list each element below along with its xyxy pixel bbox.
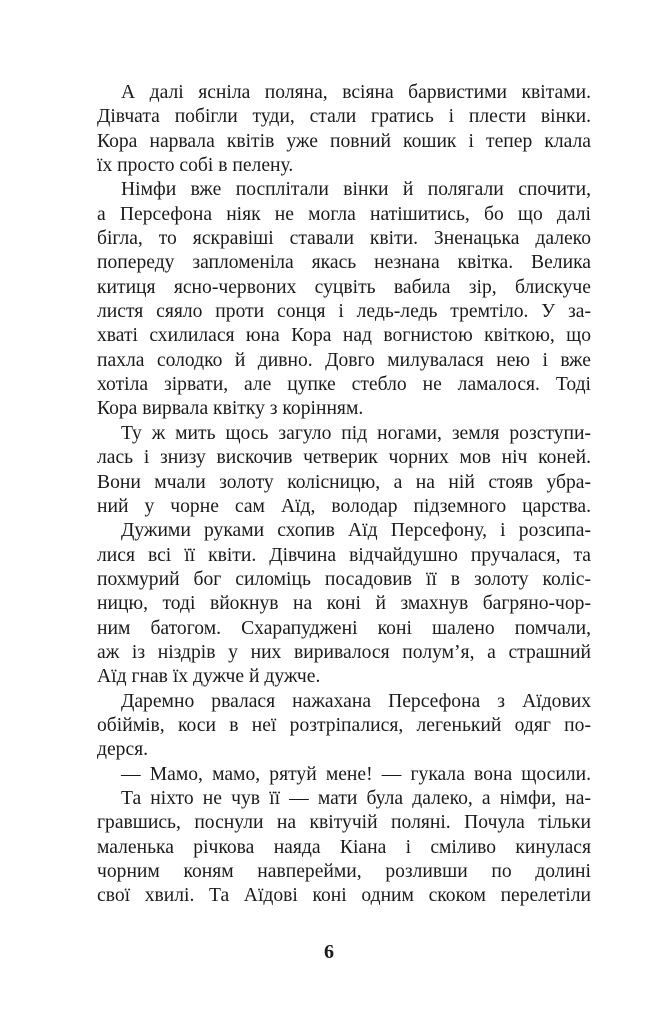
text-line: пахла солодко й дивно. Довго милувалася нею і вже	[97, 349, 591, 371]
text-line: гравшись, поснули на квітучій поляні. Почула тільки	[97, 812, 591, 834]
text-line: дерся.	[97, 739, 149, 761]
text-line: аж із ніздрів у них виривалося полум’я, а страшний	[97, 641, 591, 663]
text-line: свої хвилі. Та Аїдові коні одним скоком перелетіли	[97, 885, 591, 907]
body-text	[97, 81, 591, 909]
text-line: а Персефона ніяк не могла натішитись, бо що далі	[97, 203, 591, 225]
text-line: маленька річкова наяда Кіана і сміливо кинулася	[97, 836, 591, 858]
text-line: ницю, тоді вйокнув на коні й змахнув багряно-чор-	[97, 593, 591, 615]
text-line: листя сяяло проти сонця і ледь-ледь тремтіло. У за-	[97, 301, 591, 323]
text-line: Кора нарвала квітів уже повний кошик і тепер клала	[97, 130, 591, 152]
text-line: лися всі її квіти. Дівчина відчайдушно пручалася, та	[97, 544, 591, 566]
text-line: лась і знизу вискочив четверик чорних мов ніч коней.	[97, 447, 591, 469]
text-line: Аїд гнав їх дужче й дужче.	[97, 666, 321, 688]
text-line: бігла, то яскравіші ставали квіти. Зненацька далеко	[97, 228, 591, 250]
text-line: попереду запломеніла якась незнана квітка. Велика	[97, 252, 591, 274]
text-line: — Мамо, мамо, рятуй мене! — гукала вона щосили.	[121, 763, 591, 785]
text-line: Та ніхто не чув її — мати була далеко, а німфи, на-	[121, 787, 591, 809]
text-line: Дівчата побігли туди, стали гратись і плести вінки.	[97, 106, 591, 128]
text-line: похмурий бог силоміць посадовив її в золоту коліс-	[97, 568, 591, 590]
text-line: Вони мчали золоту колісницю, а на ній стояв убра-	[97, 471, 591, 493]
text-line: хваті схилилася юна Кора над вогнистою квіткою, що	[97, 325, 591, 347]
text-line: Ту ж мить щось загуло під ногами, земля розступи-	[121, 422, 591, 444]
text-line: ний у чорне сам Аїд, володар підземного царства.	[97, 495, 591, 517]
page-number: 6	[324, 941, 334, 963]
text-line: чорним коням навперейми, розливши по долині	[97, 861, 591, 882]
text-line: хотіла зірвати, але цупке стебло не ламалося. Тоді	[97, 374, 591, 396]
text-line: Німфи вже посплітали вінки й полягали спочити,	[121, 179, 591, 201]
text-line: Кора вирвала квітку з корінням.	[97, 398, 364, 420]
text-line: Дужими руками схопив Аїд Персефону, і розсипа-	[121, 520, 591, 542]
text-line: ним батогом. Схарапуджені коні шалено помчали,	[97, 617, 591, 639]
text-line: Даремно рвалася нажахана Персефона з Аїдових	[121, 690, 591, 712]
text-line: обіймів, коси в неї розтріпалися, легенький одяг по-	[97, 714, 591, 736]
text-line: А далі ясніла поляна, всіяна барвистими квітами.	[121, 82, 591, 103]
text-line: китиця ясно-червоних суцвіть вабила зір, блискуче	[97, 276, 591, 298]
text-line: їх просто собі в пелену.	[97, 155, 294, 177]
